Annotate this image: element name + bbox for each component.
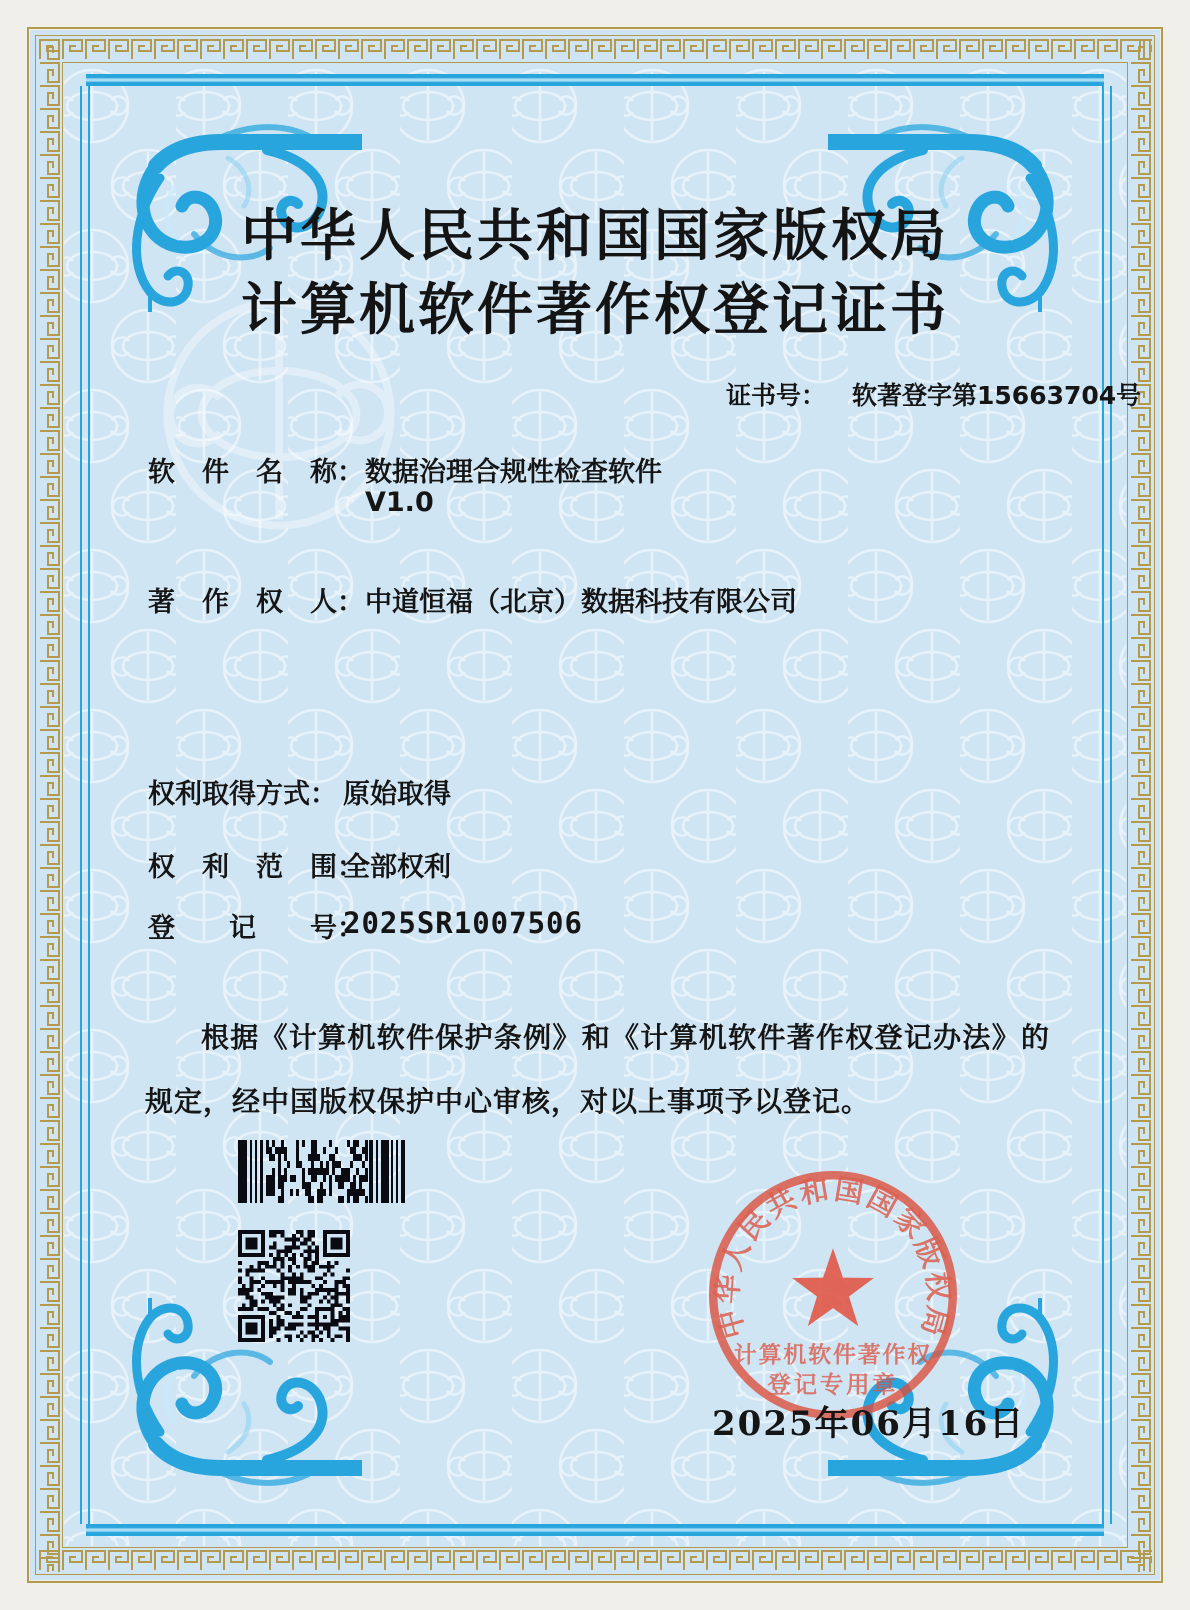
certificate-title-line2: 计算机软件著作权登记证书 [241,280,949,342]
seal-arc-text: 中华人民共和国国家版权局 [709,1171,957,1343]
field-label: 著 作 权 人： [148,587,364,618]
certificate-number-label: 证书号： [726,381,827,410]
seal-line1: 计算机软件著作权 [733,1342,933,1369]
official-seal [702,1164,964,1426]
field-label: 软 件 名 称： [148,457,364,488]
certificate-title-line1: 中华人民共和国国家版权局 [241,206,949,268]
registration-statement: 根据《计算机软件保护条例》和《计算机软件著作权登记办法》的规定，经中国版权保护中心审核，对以上事项予以登记。 [145,1021,1050,1118]
field-value: 全部权利 [343,852,451,883]
field-label: 权 利 范 围： [148,852,364,883]
qr-code [238,1230,350,1342]
field-value: 数据治理合规性检查软件 [365,457,662,488]
seal-star-icon [792,1248,874,1326]
field-value: 中道恒福（北京）数据科技有限公司 [365,587,797,618]
greek-key-border-top [38,38,1152,61]
field-value: 原始取得 [343,779,451,810]
seal-line2: 登记专用章 [767,1370,899,1399]
greek-key-border-bottom [38,1549,1152,1572]
field-value: 2025SR1007506 [343,906,583,940]
certificate-number-row [726,376,1141,412]
issue-date: 2025年06月16日 [712,1404,1026,1444]
pdf417-barcode [238,1140,405,1203]
certificate-number-value: 软著登字第15663704号 [852,381,1142,410]
field-value-line2: V1.0 [365,487,434,518]
field-label: 登 记 号： [148,913,364,944]
field-label: 权利取得方式： [148,779,337,810]
